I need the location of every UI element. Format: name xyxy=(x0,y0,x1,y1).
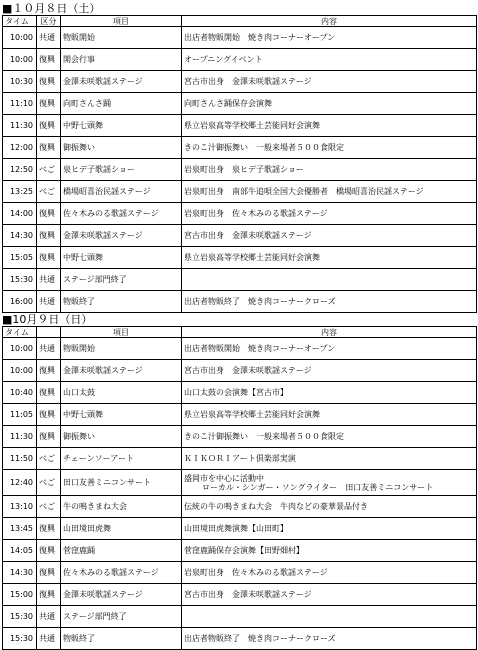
day2-header-row xyxy=(3,327,477,338)
category-cell: 共通 xyxy=(37,269,61,291)
time-cell: 10:40 xyxy=(3,382,37,404)
category-cell: 共通 xyxy=(37,628,61,650)
table-row xyxy=(3,404,477,426)
time-cell: 10:00 xyxy=(3,360,37,382)
category-cell: べご xyxy=(37,496,61,518)
category-cell: 復興 xyxy=(37,584,61,606)
item-cell: チェーンソーアート xyxy=(61,448,182,470)
time-cell: 12:00 xyxy=(3,137,37,159)
time-cell: 10:00 xyxy=(3,27,37,49)
time-cell: 15:30 xyxy=(3,269,37,291)
category-cell: 復興 xyxy=(37,404,61,426)
table-row xyxy=(3,360,477,382)
table-row xyxy=(3,562,477,584)
day1-title: ■１０月８日（土） xyxy=(2,2,101,15)
content-cell: 県立岩泉高等学校郷土芸能同好会演舞 xyxy=(182,404,477,426)
item-cell: 金澤未咲歌謡ステージ xyxy=(61,225,182,247)
category-cell: 復興 xyxy=(37,93,61,115)
category-cell: 共通 xyxy=(37,606,61,628)
content-cell: 伝統の牛の鳴きまね大会 牛肉などの豪華景品付き xyxy=(182,496,477,518)
table-row xyxy=(3,203,477,225)
item-cell: ステージ部門終了 xyxy=(61,269,182,291)
category-cell: べご xyxy=(37,448,61,470)
item-cell: 菅窪鹿踊 xyxy=(61,540,182,562)
time-cell: 14:30 xyxy=(3,562,37,584)
table-row xyxy=(3,426,477,448)
category-cell: 共通 xyxy=(37,27,61,49)
time-cell: 12:50 xyxy=(3,159,37,181)
category-cell: 復興 xyxy=(37,426,61,448)
time-cell: 11:05 xyxy=(3,404,37,426)
content-cell: きのこ汁御振舞い 一般来場者５００食限定 xyxy=(182,137,477,159)
content-cell: 岩泉町出身 佐々木みのる歌謡ステージ xyxy=(182,562,477,584)
content-cell: 宮古市出身 金澤未咲歌謡ステージ xyxy=(182,360,477,382)
item-cell: 泉ヒデ子歌謡ショー xyxy=(61,159,182,181)
content-cell: 岩泉町出身 佐々木みのる歌謡ステージ xyxy=(182,203,477,225)
item-cell: 金澤未咲歌謡ステージ xyxy=(61,71,182,93)
content-cell xyxy=(182,606,477,628)
item-cell: 金澤未咲歌謡ステージ xyxy=(61,360,182,382)
item-cell: 開会行事 xyxy=(61,49,182,71)
content-cell: 向町さんさ踊保存会演舞 xyxy=(182,93,477,115)
item-cell: 向町さんさ踊 xyxy=(61,93,182,115)
day2-title: ■10月９日（日） xyxy=(2,313,93,326)
category-cell: 復興 xyxy=(37,49,61,71)
time-cell: 10:00 xyxy=(3,338,37,360)
content-cell: きのこ汁御振舞い 一般来場者５００食限定 xyxy=(182,426,477,448)
header-category: 区分 xyxy=(37,16,61,27)
content-cell xyxy=(182,470,477,496)
day1-header-row xyxy=(3,16,477,27)
category-cell: 復興 xyxy=(37,203,61,225)
table-row xyxy=(3,27,477,49)
item-cell: 中野七頭舞 xyxy=(61,115,182,137)
time-cell: 11:50 xyxy=(3,448,37,470)
table-row xyxy=(3,382,477,404)
time-cell: 10:30 xyxy=(3,71,37,93)
table-row xyxy=(3,71,477,93)
time-cell: 13:10 xyxy=(3,496,37,518)
header-time: タイム xyxy=(3,327,37,338)
table-row xyxy=(3,470,477,496)
content-cell: 宮古市出身 金澤未咲歌謡ステージ xyxy=(182,584,477,606)
table-row xyxy=(3,540,477,562)
time-cell: 10:00 xyxy=(3,49,37,71)
content-cell: 岩泉町出身 泉ヒデ子歌謡ショー xyxy=(182,159,477,181)
table-row xyxy=(3,606,477,628)
table-row xyxy=(3,181,477,203)
content-cell: オープニングイベント xyxy=(182,49,477,71)
table-row xyxy=(3,137,477,159)
time-cell: 11:10 xyxy=(3,93,37,115)
table-row xyxy=(3,584,477,606)
item-cell: 牛の鳴きまね大会 xyxy=(61,496,182,518)
content-cell: 県立岩泉高等学校郷土芸能同好会演舞 xyxy=(182,247,477,269)
content-cell: 出店者物販開始 焼き肉コーナーオープン xyxy=(182,338,477,360)
header-content: 内容 xyxy=(182,327,477,338)
content-line: ローカル・シンガー・ソングライター 田口友善ミニコンサート xyxy=(202,482,434,492)
table-row xyxy=(3,628,477,650)
category-cell: べご xyxy=(37,470,61,496)
item-cell: 物販終了 xyxy=(61,628,182,650)
category-cell: 復興 xyxy=(37,247,61,269)
time-cell: 14:30 xyxy=(3,225,37,247)
table-row xyxy=(3,496,477,518)
item-cell: 金澤未咲歌謡ステージ xyxy=(61,584,182,606)
content-cell: 宮古市出身 金澤未咲歌謡ステージ xyxy=(182,225,477,247)
category-cell: 復興 xyxy=(37,71,61,93)
day1-schedule-table xyxy=(2,15,477,313)
category-cell: 共通 xyxy=(37,291,61,313)
table-row xyxy=(3,49,477,71)
item-cell: 御振舞い xyxy=(61,426,182,448)
time-cell: 13:25 xyxy=(3,181,37,203)
day1-rows xyxy=(3,27,477,313)
category-cell: 復興 xyxy=(37,115,61,137)
header-item: 項目 xyxy=(61,327,182,338)
table-row xyxy=(3,518,477,540)
item-cell: 佐々木みのる歌謡ステージ xyxy=(61,203,182,225)
category-cell: べご xyxy=(37,181,61,203)
day2-schedule-table xyxy=(2,326,477,650)
content-cell: 宮古市出身 金澤未咲歌謡ステージ xyxy=(182,71,477,93)
content-cell: 山田境田虎舞演舞【山田町】 xyxy=(182,518,477,540)
content-cell: 県立岩泉高等学校郷土芸能同好会演舞 xyxy=(182,115,477,137)
category-cell: 復興 xyxy=(37,540,61,562)
content-cell: 菅窪鹿踊保存会演舞【田野畑村】 xyxy=(182,540,477,562)
content-cell: 出店者物販終了 焼き肉コーナークローズ xyxy=(182,291,477,313)
category-cell: 復興 xyxy=(37,562,61,584)
content-cell: 出店者物販開始 焼き肉コーナーオープン xyxy=(182,27,477,49)
time-cell: 14:05 xyxy=(3,540,37,562)
category-cell: 復興 xyxy=(37,518,61,540)
time-cell: 11:30 xyxy=(3,426,37,448)
content-line: 盛岡市を中心に活動中 xyxy=(184,473,264,483)
category-cell: 復興 xyxy=(37,360,61,382)
table-row xyxy=(3,93,477,115)
category-cell: 共通 xyxy=(37,338,61,360)
item-cell: 御振舞い xyxy=(61,137,182,159)
time-cell: 11:30 xyxy=(3,115,37,137)
content-cell: 山口太鼓の会演舞【宮古市】 xyxy=(182,382,477,404)
header-category xyxy=(37,327,61,338)
table-row xyxy=(3,159,477,181)
header-content: 内容 xyxy=(182,16,477,27)
item-cell: 物販開始 xyxy=(61,338,182,360)
time-cell: 16:00 xyxy=(3,291,37,313)
item-cell: 山田境田虎舞 xyxy=(61,518,182,540)
category-cell: べご xyxy=(37,159,61,181)
item-cell: 中野七頭舞 xyxy=(61,404,182,426)
header-time: タイム xyxy=(3,16,37,27)
category-cell: 復興 xyxy=(37,225,61,247)
item-cell: 物販開始 xyxy=(61,27,182,49)
time-cell: 15:30 xyxy=(3,628,37,650)
content-cell: 出店者物販終了 焼き肉コーナークローズ xyxy=(182,628,477,650)
item-cell: 田口友善ミニコンサート xyxy=(61,470,182,496)
time-cell: 15:05 xyxy=(3,247,37,269)
time-cell: 15:30 xyxy=(3,606,37,628)
time-cell: 15:00 xyxy=(3,584,37,606)
item-cell: 橋場昭喜治民謡ステージ xyxy=(61,181,182,203)
content-cell: ＫＩＫＯＲＩアート倶楽部実演 xyxy=(182,448,477,470)
item-cell: 山口太鼓 xyxy=(61,382,182,404)
table-row xyxy=(3,269,477,291)
item-cell: 佐々木みのる歌謡ステージ xyxy=(61,562,182,584)
content-cell xyxy=(182,269,477,291)
category-cell: 復興 xyxy=(37,137,61,159)
day2-rows xyxy=(3,338,477,650)
content-cell: 岩泉町出身 南部牛追唄全国大会優勝者 橋場昭喜治民謡ステージ xyxy=(182,181,477,203)
item-cell: 中野七頭舞 xyxy=(61,247,182,269)
table-row xyxy=(3,338,477,360)
table-row xyxy=(3,247,477,269)
time-cell: 13:45 xyxy=(3,518,37,540)
table-row xyxy=(3,225,477,247)
category-cell: 復興 xyxy=(37,382,61,404)
table-row xyxy=(3,115,477,137)
item-cell: 物販終了 xyxy=(61,291,182,313)
table-row xyxy=(3,448,477,470)
table-row xyxy=(3,291,477,313)
header-item: 項目 xyxy=(61,16,182,27)
time-cell: 14:00 xyxy=(3,203,37,225)
item-cell: ステージ部門終了 xyxy=(61,606,182,628)
time-cell: 12:40 xyxy=(3,470,37,496)
